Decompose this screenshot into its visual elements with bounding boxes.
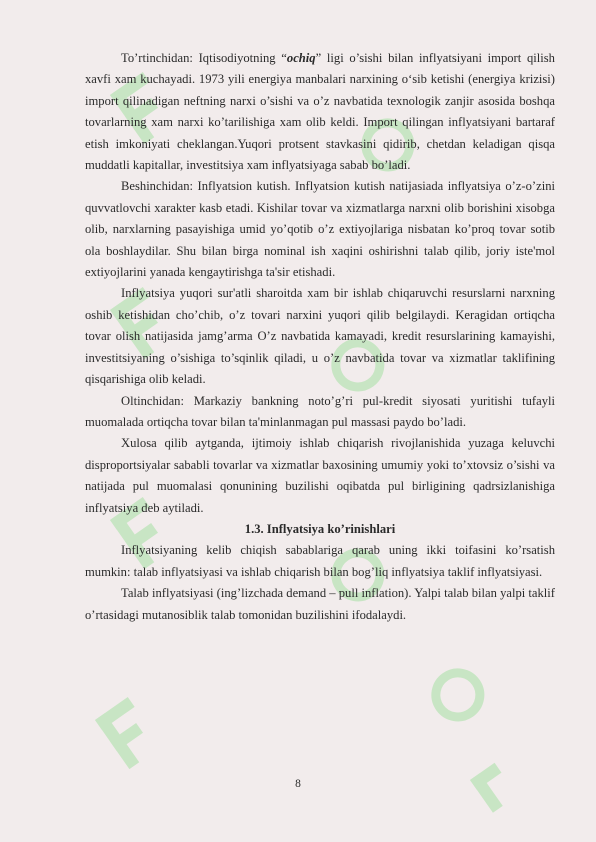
- watermark-icon: [427, 664, 488, 725]
- paragraph-central-bank: Oltinchidan: Markaziy bankning noto’g’ri pul-kredit siyosati yuritishi tufayli muomalada ortiqcha tovar bilan ta'minlanmagan pul massasi paydo bo’ladi.: [85, 393, 555, 429]
- page-number: 8: [295, 778, 301, 790]
- paragraph-text: To’rtinchidan: Iqtisodiyotning “: [121, 51, 287, 65]
- paragraph-inflation-expectations: Beshinchidan: Inflyatsion kutish. Inflyatsion kutish natijasiada inflyatsiya o’z-o’zini quvvatlovchi xarakter kasb etadi. Kishilar tovar va xizmatlarga narxni olib borishini xisobga olib, narxlarning pasayishiga umid yo’qotib o’z extiyojlariga nisbatan ko’proq tovar sotib ola boshlaydilar. Shu bilan birga nominal ish xaqini oshirishni talab qilib, joriy iste'mol extiyojlarini yanada kengaytirishga ta'sir etishadi.: [85, 179, 555, 280]
- paragraph-conclusion: Xulosa qilib aytganda, ijtimoiy ishlab chiqarish rivojlanishida yuzaga keluvchi disproportsiyalar sababli tovarlar va xizmatlar baxosining umumiy yoki to’xtovsiz o’sishi va natijada pul muomalasi qonunining buzilishi oqibatda pul birligining qadrsizlanishiga inflyatsiya deb aytiladi.: [85, 436, 555, 515]
- section-heading: 1.3. Inflyatsiya ko’rinishlari: [244, 521, 396, 536]
- paragraph-demand-inflation: Talab inflyatsiyasi (ing’lizchada demand – pull inflation). Yalpi talab bilan yalpi taklif o’rtasidagi mutanosiblik talab tomonidan buzilishini ifodalaydi.: [85, 586, 555, 622]
- paragraph-text: ” ligi o’sishi bilan inflyatsiyani import qilish xavfi xam kuchayadi. 1973 yili energiya manbalari narxining o‘sib ketishi (energiya krizisi) import qilinadigan neftning narxi o’sishi va o’z navbatida texnologik zanjir asosida boshqa tovarlarning xam narxi ko’tarilishiga xam olib keldi. Import qilingan inflyatsiyani bartaraf etish imkoniyati cheklangan.Yuqori protsent stavkasini qidirib, chetdan keladigan qisqa muddatli kapitallar, investitsiya xam inflyatsiyaga sabab bo’ladi.: [85, 51, 555, 173]
- paragraph-high-rate-inflation: Inflyatsiya yuqori sur'atli sharoitda xam bir ishlab chiqaruvchi resurslarni narxning oshib ketishidan cho’chib, o’z tovari narxini yuqori qilib belgilaydi. Keragidan ortiqcha tovar olish natijasida jamg’arma O’z navbatida kamayadi, kredit resurslarining kamayishi, investitsiyaning o’sishiga to’sqinlik qiladi, u o’z navbatida tovar va xizmatlar taklifining qisqarishiga olib keladi.: [85, 286, 555, 387]
- watermark-icon: [95, 697, 162, 769]
- paragraph-import-inflation: [85, 48, 555, 176]
- document-body: [85, 48, 555, 626]
- paragraph-inflation-types: Inflyatsiyaning kelib chiqish sabablariga qarab uning ikki toifasini ko’rsatish mumkin: talab inflyatsiyasi va ishlab chiqarish bilan bog’liq inflyatsiya taklif inflyatsiyasi.: [85, 543, 555, 579]
- emphasized-word: ochiq: [286, 51, 316, 65]
